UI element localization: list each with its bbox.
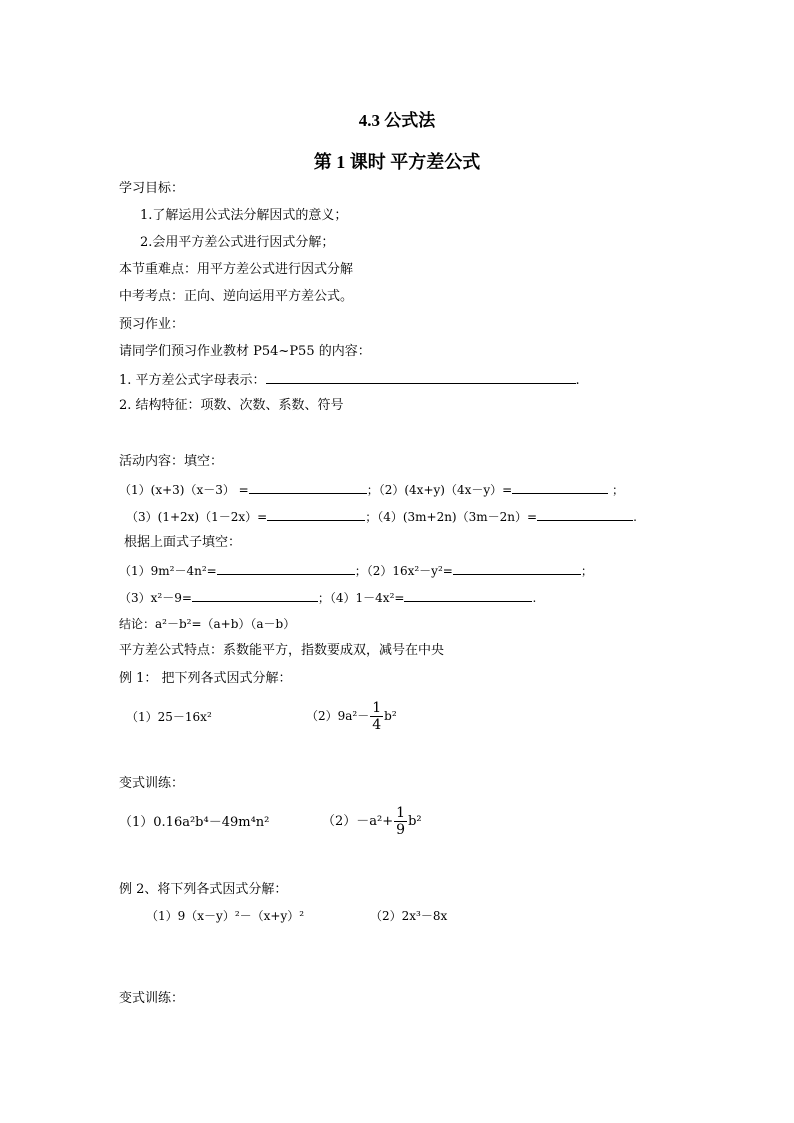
exercise-6: ；（2）16x²－y²= bbox=[354, 564, 453, 578]
activity-row-1: （1）(x+3)（x－3） = ；（2）(4x+y)（4x－y）= ； bbox=[119, 480, 624, 499]
practice-1-label: 变式训练： bbox=[119, 776, 185, 791]
problem-text: （2）9a²－ bbox=[306, 709, 370, 723]
example-1-label: 例 1： 把下列各式因式分解： bbox=[119, 671, 292, 686]
fraction-denominator: 9 bbox=[396, 822, 406, 838]
preview-question-1-text: 1. 平方差公式字母表示： bbox=[119, 373, 266, 388]
exercise-7: （3）x²－9= bbox=[119, 591, 192, 605]
exercise-2: ；（2）(4x+y)（4x－y）= bbox=[366, 483, 513, 497]
exercise-5: （1）9m²－4n²= bbox=[119, 564, 217, 578]
exam-points: 中考考点：正向、逆向运用平方差公式。 bbox=[119, 289, 354, 304]
activity-label: 活动内容：填空： bbox=[119, 454, 224, 469]
page-title: 4.3 公式法 bbox=[358, 111, 436, 130]
activity-row-2: （3）(1+2x)（1－2x）= ；（4）(3m+2n)（3m－2n）= . bbox=[126, 507, 637, 526]
answer-blank[interactable] bbox=[192, 588, 318, 602]
problem-text: b² bbox=[408, 814, 422, 829]
activity-intro-2: 根据上面式子填空： bbox=[124, 535, 242, 550]
objective-item: 2.会用平方差公式进行因式分解； bbox=[140, 235, 335, 250]
activity-row-3: （1）9m²－4n²= ；（2）16x²－y²= ； bbox=[119, 561, 593, 580]
objective-item: 1.了解运用公式法分解因式的意义； bbox=[140, 208, 348, 223]
fraction-numerator: 1 bbox=[372, 700, 382, 716]
answer-blank[interactable] bbox=[266, 370, 576, 384]
answer-blank[interactable] bbox=[217, 561, 355, 575]
fraction-denominator: 4 bbox=[372, 717, 382, 733]
answer-blank[interactable] bbox=[404, 588, 532, 602]
problem-text: （2）－a²+ bbox=[322, 814, 394, 829]
preview-question-2: 2. 结构特征：项数、次数、系数、符号 bbox=[119, 398, 344, 413]
exercise-1: （1）(x+3)（x－3） = bbox=[119, 483, 249, 497]
objectives-label: 学习目标： bbox=[119, 181, 185, 196]
exercise-3: （3）(1+2x)（1－2x）= bbox=[126, 510, 268, 524]
practice-1-problem-1: （1）0.16a²b⁴－49m⁴n² bbox=[119, 815, 270, 830]
fraction bbox=[370, 700, 383, 733]
problem-text: b² bbox=[384, 709, 397, 723]
formula-features: 平方差公式特点：系数能平方，指数要成双，减号在中央 bbox=[119, 643, 445, 658]
answer-blank[interactable] bbox=[249, 480, 367, 494]
fraction bbox=[394, 805, 407, 838]
lesson-subtitle: 第 1 课时 平方差公式 bbox=[313, 152, 481, 172]
answer-blank[interactable] bbox=[453, 561, 581, 575]
example-2-problem-1: （1）9（x－y）²－（x+y）² bbox=[146, 909, 305, 923]
practice-1-problem-2 bbox=[322, 802, 422, 842]
answer-blank[interactable] bbox=[512, 480, 608, 494]
answer-blank[interactable] bbox=[537, 507, 633, 521]
preview-question-1: 1. 平方差公式字母表示： . bbox=[119, 370, 580, 390]
example-2-label: 例 2、将下列各式因式分解： bbox=[119, 882, 288, 897]
conclusion: 结论：a²－b²=（a+b）（a－b） bbox=[119, 617, 296, 631]
answer-blank[interactable] bbox=[267, 507, 365, 521]
activity-row-4: （3）x²－9= ；（4）1－4x²= . bbox=[119, 588, 536, 607]
exercise-8: ；（4）1－4x²= bbox=[317, 591, 405, 605]
key-points: 本节重难点：用平方差公式进行因式分解 bbox=[119, 262, 354, 277]
preview-instruction: 请同学们预习作业教材 P54~P55 的内容： bbox=[119, 344, 371, 359]
example-1-problem-1: （1）25－16x² bbox=[126, 710, 212, 724]
preview-label: 预习作业： bbox=[119, 317, 185, 332]
example-2-problem-2: （2）2x³－8x bbox=[370, 909, 448, 923]
example-1-problem-2 bbox=[306, 696, 397, 736]
practice-2-label: 变式训练： bbox=[119, 991, 185, 1006]
exercise-4: ；（4）(3m+2n)（3m－2n）= bbox=[365, 510, 538, 524]
fraction-numerator: 1 bbox=[396, 805, 406, 821]
